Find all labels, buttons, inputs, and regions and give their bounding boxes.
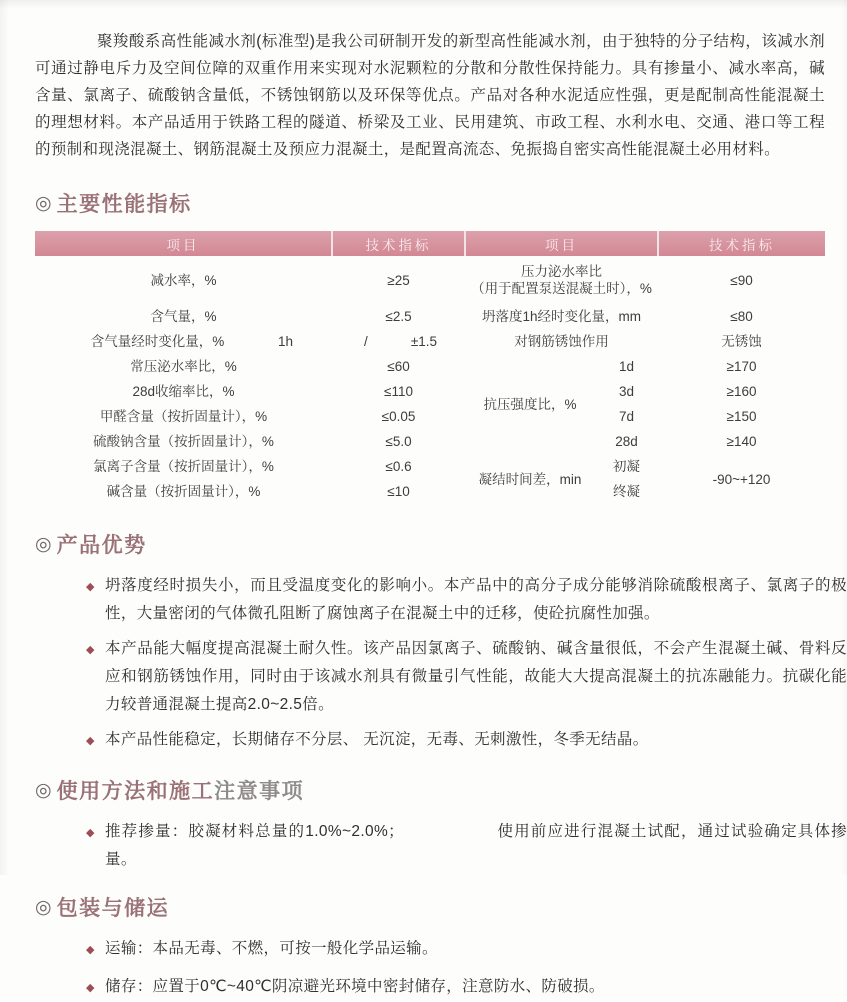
- table-header-row: [35, 231, 825, 256]
- section-title-strong: 使用方法和施工: [56, 780, 215, 803]
- packaging-list: [35, 935, 825, 1001]
- diamond-bullet-icon: ◆: [86, 982, 95, 994]
- transport-text: 运输：本品无毒、不燃，可按一般化学品运输。: [105, 940, 438, 957]
- col-header-item-right: 项目: [465, 231, 658, 256]
- diamond-bullet-icon: ◆: [86, 735, 95, 747]
- advantages-list: [35, 572, 847, 754]
- cell-label: 减水率，%: [150, 272, 217, 288]
- table-row: [35, 256, 825, 304]
- cell-value: 无锈蚀: [721, 334, 762, 349]
- cell-value: ≤90: [730, 272, 753, 288]
- cell-value: ≤60: [387, 359, 410, 374]
- performance-table: [35, 231, 825, 504]
- cell-value: ≥25: [387, 272, 410, 288]
- col-header-spec-left: 技术指标: [332, 231, 465, 256]
- list-item-text: 本产品能大幅度提高混凝土耐久性。该产品因氯离子、硫酸钠、碱含量很低，不会产生混凝土碱、骨料反应和钢筋锈蚀作用，同时由于该减水剂具有微量引气性能，故能大大提高混凝土的抗冻融能力。抗碳化能力较普通混凝土提高2.0~2.5倍。: [105, 640, 847, 713]
- section-title: 包装与储运: [56, 897, 170, 920]
- intro-paragraph: 聚羧酸系高性能减水剂(标准型)是我公司研制开发的新型高性能减水剂，由于独特的分子结构，该减水剂可通过静电斥力及空间位障的双重作用来实现对水泥颗粒的分散和分散性保持能力。具有掺量小、减水率高，碱含量、氯离子、硫酸钠含量低，不锈蚀钢筋以及环保等优点。产品对各种水泥适应性强，更是配制高性能混凝土的理想材料。本产品适用于铁路工程的隧道、桥梁及工业、民用建筑、市政工程、水利水电、交通、港口等工程的预制和现浇混凝土、钢筋混凝土及预应力混凝土，是配置高流态、免振捣自密实高性能混凝土必用材料。: [35, 33, 825, 158]
- list-item: [35, 635, 847, 719]
- dosage-text: 推荐掺量：胶凝材料总量的1.0%~2.0%；: [105, 823, 404, 840]
- cell-value: ≤110: [384, 384, 413, 399]
- cell-value: ≤0.6: [385, 459, 412, 474]
- table-row: [35, 329, 825, 354]
- diamond-bullet-icon: ◆: [86, 581, 95, 593]
- cell-value: ≤10: [387, 484, 410, 499]
- cell-label: 28d收缩率比，%: [132, 384, 235, 399]
- table-row: [35, 304, 825, 329]
- list-item: [35, 818, 847, 874]
- section-title: 主要性能指标: [56, 193, 192, 216]
- cell-label-text: 含气量经时变化量，%: [90, 334, 225, 349]
- col-header-item-left: 项目: [35, 231, 332, 256]
- cell-label: 甲醛含量（按折固量计），%: [99, 409, 268, 424]
- cell-label: [35, 329, 332, 354]
- table-row: [35, 354, 825, 379]
- cell-label: 含气量，%: [150, 309, 217, 324]
- cell-value: ≥170: [726, 359, 757, 374]
- diamond-bullet-icon: ◆: [86, 827, 95, 839]
- table-row: [35, 379, 825, 404]
- cell-label: 常压泌水率比，%: [130, 359, 237, 374]
- list-item-text: 坍落度经时损失小，而且受温度变化的影响小。本产品中的高分子成分能够消除硫酸根离子、氯离子的极性，大量密闭的气体微孔阻断了腐蚀离子在混凝土中的迁移，使砼抗腐性加强。: [105, 577, 847, 622]
- section-heading-performance: [35, 188, 825, 218]
- cell-age: 终凝: [613, 484, 640, 499]
- cell-value: -90~+120: [712, 471, 771, 487]
- list-item-text: 本产品性能稳定，长期储存不分层、 无沉淀，无毒、无刺激性，冬季无结晶。: [105, 731, 649, 748]
- section-marker-icon: ◎: [35, 533, 52, 555]
- cell-value: ≤0.05: [381, 409, 416, 424]
- cell-label: 碱含量（按折固量计），%: [106, 484, 261, 499]
- cell-value: ≥160: [726, 384, 757, 399]
- section-marker-icon: ◎: [35, 896, 52, 918]
- list-item: [35, 726, 847, 754]
- cell-label: 坍落度1h经时变化量，mm: [481, 309, 641, 324]
- cell-age: 3d: [618, 384, 635, 399]
- cell-value: [332, 329, 465, 354]
- section-heading-packaging: [35, 892, 825, 922]
- trial-mix-note: 使用前应进行混凝土试配，通过试验确定具体掺量。: [105, 823, 847, 868]
- usage-list: [35, 818, 847, 874]
- cell-label: [465, 256, 658, 304]
- cell-value: ≥140: [726, 434, 757, 449]
- section-heading-usage: [35, 775, 825, 805]
- cell-age: 7d: [618, 409, 635, 424]
- cell-age: 28d: [615, 434, 638, 449]
- table-row: [35, 429, 825, 454]
- cell-value: ≤5.0: [385, 434, 412, 449]
- section-title: 产品优势: [56, 534, 147, 557]
- list-item: [35, 935, 847, 963]
- section-marker-icon: ◎: [35, 779, 52, 801]
- cell-value: ≥150: [726, 409, 757, 424]
- table-row: [35, 454, 825, 479]
- cell-label-setting: 凝结时间差，min: [478, 471, 582, 487]
- cell-label: 硫酸钠含量（按折固量计），%: [93, 434, 274, 449]
- cell-value: ≤2.5: [385, 309, 412, 324]
- table-row: [35, 404, 825, 429]
- cell-label: 氯离子含量（按折固量计），%: [93, 459, 274, 474]
- cell-label-line1: 压力泌水率比: [521, 264, 602, 279]
- cell-sub-label: 1h: [278, 334, 294, 349]
- cell-value: ≤80: [730, 309, 753, 324]
- cell-value-text: ±1.5: [410, 334, 437, 349]
- section-heading-advantages: [35, 529, 825, 559]
- section-title-light: 注意事项: [214, 780, 305, 803]
- cell-label-strength: 抗压强度比，%: [483, 396, 577, 412]
- section-marker-icon: ◎: [35, 192, 52, 214]
- col-header-spec-right: 技术指标: [658, 231, 825, 256]
- storage-text: 储存：应置于0℃~40℃阴凉避光环境中密封储存，注意防水、防破损。: [105, 978, 605, 995]
- cell-value-slash: /: [364, 334, 368, 349]
- cell-age: 初凝: [613, 459, 640, 474]
- cell-label: 对钢筋锈蚀作用: [514, 334, 609, 349]
- list-item: [35, 572, 847, 628]
- diamond-bullet-icon: ◆: [86, 944, 95, 956]
- list-item: [35, 973, 847, 1001]
- cell-label-line2: （用于配置泵送混凝土时），%: [471, 281, 652, 296]
- diamond-bullet-icon: ◆: [86, 644, 95, 656]
- cell-age: 1d: [618, 359, 635, 374]
